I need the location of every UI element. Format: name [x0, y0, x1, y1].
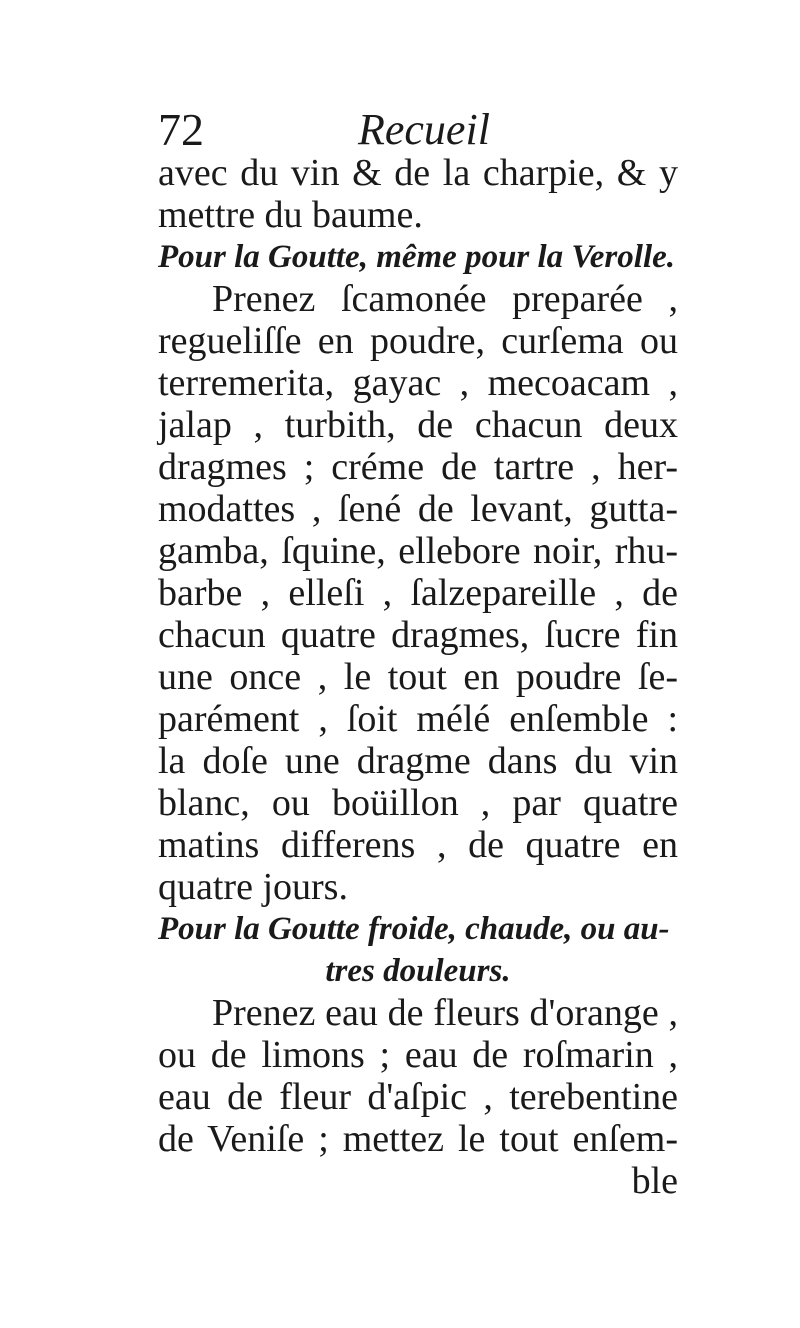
text-line: jalap , turbith, de chacun deux	[158, 404, 678, 446]
recipe-heading: Pour la Goutte, même pour la Verolle.	[158, 239, 676, 275]
text-line: modattes , ſené de levant, gutta-	[158, 488, 678, 530]
text-line: mettre du baume.	[158, 194, 423, 236]
text-line: matins differens , de quatre en	[158, 824, 678, 866]
text-line: dragmes ; créme de tartre , her-	[158, 446, 678, 488]
text-line: ou de limons ; eau de roſmarin ,	[158, 1034, 678, 1076]
text-line: de Veniſe ; mettez le tout enſem-	[158, 1118, 678, 1160]
running-title: Recueil	[358, 105, 490, 154]
text-line: parément , ſoit mélé enſemble :	[158, 698, 678, 740]
text-line: la doſe une dragme dans du vin	[158, 740, 678, 782]
text-line: avec du vin & de la charpie, & y	[158, 152, 678, 194]
text-line: chacun quatre dragmes, ſucre fin	[158, 614, 678, 656]
page-number: 72	[158, 104, 204, 155]
body-text	[158, 152, 678, 1202]
text-line: une once , le tout en poudre ſe-	[158, 656, 678, 698]
text-line: gamba, ſquine, ellebore noir, rhu-	[158, 530, 678, 572]
text-line: regueliſſe en poudre, curſema ou	[158, 320, 678, 362]
recipe-heading: Pour la Goutte froide, chaude, ou au-	[158, 911, 670, 947]
text-line: quatre jours.	[158, 866, 348, 908]
text-line: Prenez eau de fleurs d'orange ,	[212, 992, 678, 1034]
text-line: terremerita, gayac , mecoacam ,	[158, 362, 678, 404]
text-line: barbe , elleſi , ſalzepareille , de	[158, 572, 678, 614]
text-line: blanc, ou boüillon , par quatre	[158, 782, 678, 824]
text-line: Prenez ſcamonée preparée ,	[212, 278, 678, 320]
text-line: eau de fleur d'aſpic , terebentine	[158, 1076, 678, 1118]
page-header	[158, 100, 678, 160]
recipe-heading-continued: tres douleurs.	[325, 953, 511, 989]
catchword: ble	[631, 1160, 678, 1202]
